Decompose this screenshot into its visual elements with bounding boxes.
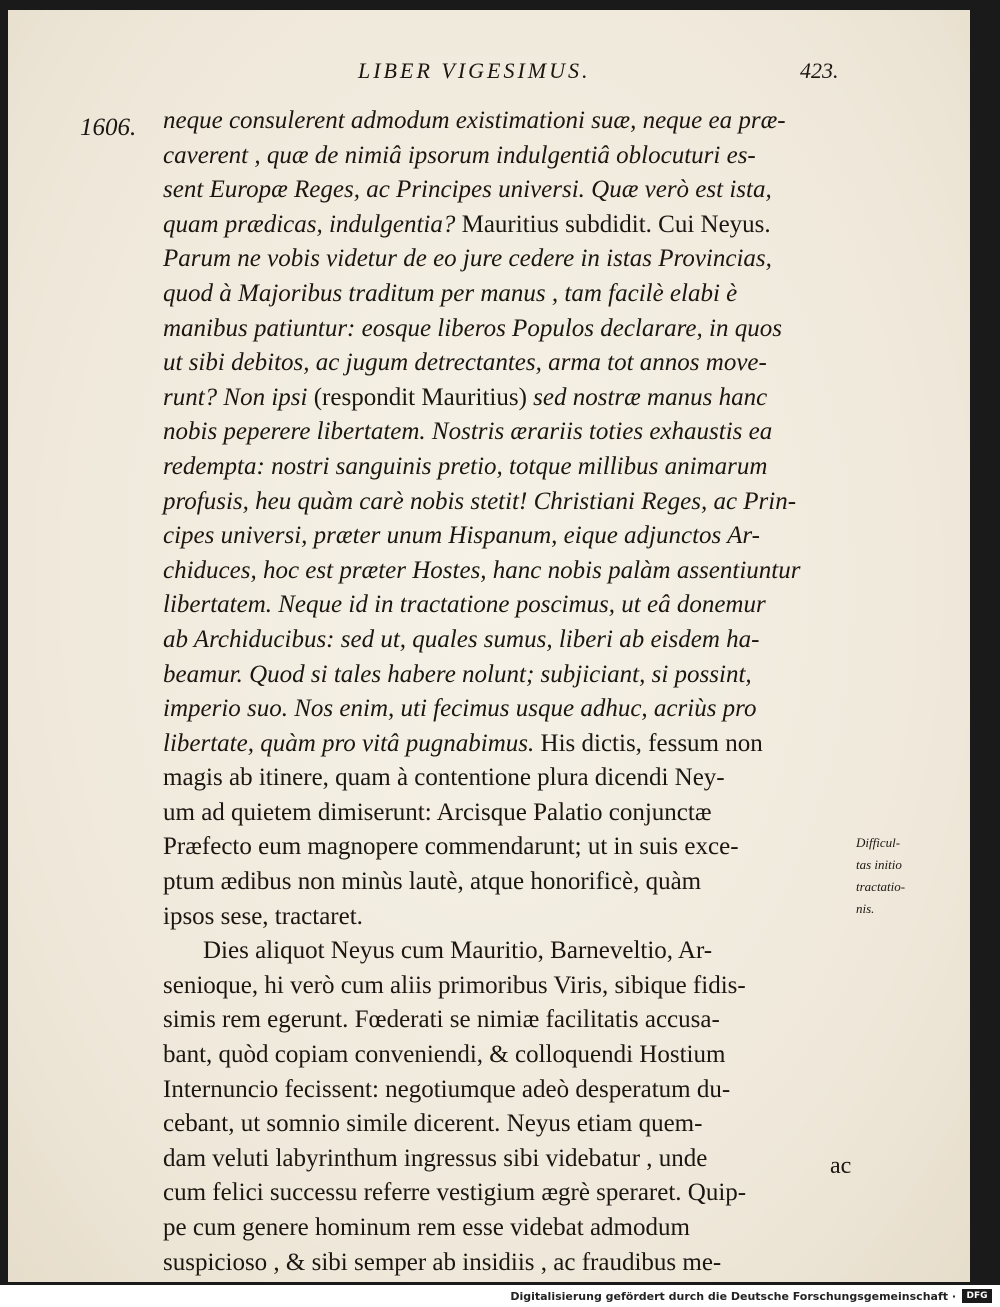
book-page: [8, 10, 970, 1282]
text-segment: ut sibi debitos, ac jugum detrectantes, arma tot annos move-: [163, 349, 767, 377]
body-text: [163, 104, 853, 1282]
text-line: [163, 1038, 853, 1073]
text-segment: senioque, hi verò cum aliis primoribus Viris, sibique fidis-: [163, 971, 746, 999]
text-segment: magis ab itinere, quam à contentione plura dicendi Ney-: [163, 764, 725, 792]
text-segment: cebant, ut somnio simile dicerent. Neyus etiam quem-: [163, 1110, 703, 1138]
text-segment: dam veluti labyrinthum ingressus sibi videbatur , unde: [163, 1144, 708, 1172]
margin-year: 1606.: [80, 114, 137, 141]
text-segment: quam prædicas, indulgentia?: [163, 210, 462, 238]
text-segment: cum felici successu referre vestigium ægrè speraret. Quip-: [163, 1179, 747, 1207]
text-line: [163, 1073, 853, 1108]
text-line: [163, 519, 853, 554]
text-segment: ptum ædibus non minùs lautè, atque honorificè, quàm: [163, 868, 702, 896]
text-line: [163, 242, 853, 277]
text-segment: simis rem egerunt. Fœderati se nimiæ facilitatis accusa-: [163, 1006, 720, 1034]
text-line: [163, 208, 853, 243]
text-segment: Mauritius subdidit. Cui Neyus.: [461, 210, 771, 238]
text-line: [163, 1107, 853, 1142]
text-segment: bant, quòd copiam conveniendi, & colloquendi Hostium: [163, 1041, 726, 1069]
text-line: [163, 554, 853, 589]
text-line: [163, 969, 853, 1004]
digitization-credit: Digitalisierung gefördert durch die Deutsche Forschungsgemeinschaft ·: [510, 1290, 956, 1303]
text-line: [163, 865, 853, 900]
text-line: [163, 312, 853, 347]
text-segment: sent Europæ Reges, ac Principes universi. Quæ verò est ista,: [163, 176, 772, 204]
text-segment: Præfecto eum magnopere commendarunt; ut in suis exce-: [163, 833, 739, 861]
text-segment: ab Archiducibus: sed ut, quales sumus, liberi ab eisdem ha-: [163, 625, 760, 653]
text-line: [163, 934, 853, 969]
text-line: [163, 1211, 853, 1246]
text-line: [163, 1142, 853, 1177]
text-line: [163, 1246, 853, 1281]
page-header: [8, 58, 970, 88]
text-line: [163, 588, 853, 623]
text-line: [163, 1280, 853, 1282]
text-segment: profusis, heu quàm carè nobis stetit! Christiani Reges, ac Prin-: [163, 487, 797, 515]
text-segment: Internuncio fecissent: negotiumque adeò desperatum du-: [163, 1075, 731, 1103]
running-head: LIBER VIGESIMUS.: [358, 58, 591, 83]
text-segment: manibus patiuntur: eosque liberos Populos declarare, in quos: [163, 314, 782, 342]
margin-note-line: tractatio-: [856, 879, 906, 894]
text-line: [163, 796, 853, 831]
text-line: [163, 381, 853, 416]
text-line: [163, 900, 853, 935]
text-segment: His dictis, fessum non: [540, 729, 763, 757]
catchword: ac: [830, 1153, 852, 1179]
text-segment: Parum ne vobis videtur de eo jure cedere in istas Provincias,: [163, 245, 772, 273]
text-segment: Dies aliquot Neyus cum Mauritio, Barneveltio, Ar-: [203, 937, 713, 965]
text-segment: imperio suo. Nos enim, uti fecimus usque adhuc, acriùs pro: [163, 695, 757, 723]
text-segment: quod à Majoribus traditum per manus , tam facilè elabi è: [163, 279, 738, 307]
text-segment: neque consulerent admodum existimationi suæ, neque ea præ-: [163, 107, 786, 134]
text-segment: ipsos sese, tractaret.: [163, 902, 363, 930]
margin-note: [856, 832, 966, 920]
text-line: [163, 346, 853, 381]
margin-note-line: Difficul-: [856, 835, 901, 850]
text-line: [163, 727, 853, 762]
text-line: [163, 104, 853, 139]
text-line: [163, 277, 853, 312]
page-number: 423.: [800, 58, 839, 83]
text-segment: um ad quietem dimiserunt: Arcisque Palatio conjunctæ: [163, 798, 712, 826]
text-segment: pe cum genere hominum rem esse videbat admodum: [163, 1214, 690, 1241]
text-line: [163, 173, 853, 208]
text-segment: sed nostræ manus hanc: [533, 383, 768, 411]
text-line: [163, 658, 853, 693]
text-segment: libertatem. Neque id in tractatione poscimus, ut eâ donemur: [163, 591, 766, 619]
text-line: [163, 139, 853, 174]
text-segment: suspicioso , & sibi semper ab insidiis , ac fraudibus me-: [163, 1248, 722, 1276]
text-segment: nobis peperere libertatem. Nostris ærariis toties exhaustis ea: [163, 418, 773, 446]
text-line: [163, 415, 853, 450]
text-segment: beamur. Quod si tales habere nolunt; subjiciant, si possint,: [163, 660, 752, 688]
text-line: [163, 692, 853, 727]
text-segment: runt? Non ipsi: [163, 383, 314, 411]
text-line: [163, 1176, 853, 1211]
text-line: [163, 450, 853, 485]
text-segment: libertate, quàm pro vitâ pugnabimus.: [163, 729, 541, 757]
text-segment: chiduces, hoc est præter Hostes, hanc nobis palàm assentiuntur: [163, 556, 801, 584]
text-segment: (respondit Mauritius): [313, 383, 534, 411]
text-line: [163, 485, 853, 520]
text-line: [163, 830, 853, 865]
text-line: [163, 623, 853, 658]
text-segment: caverent , quæ de nimiâ ipsorum indulgentiâ oblocuturi es-: [163, 141, 756, 169]
margin-note-line: nis.: [856, 901, 875, 916]
dfg-logo: DFG: [962, 1289, 992, 1303]
text-line: [163, 761, 853, 796]
text-segment: cipes universi, præter unum Hispanum, eique adjunctos Ar-: [163, 522, 760, 550]
text-line: [163, 1003, 853, 1038]
text-segment: redempta: nostri sanguinis pretio, totque millibus animarum: [163, 452, 768, 480]
margin-note-line: tas initio: [856, 857, 902, 872]
